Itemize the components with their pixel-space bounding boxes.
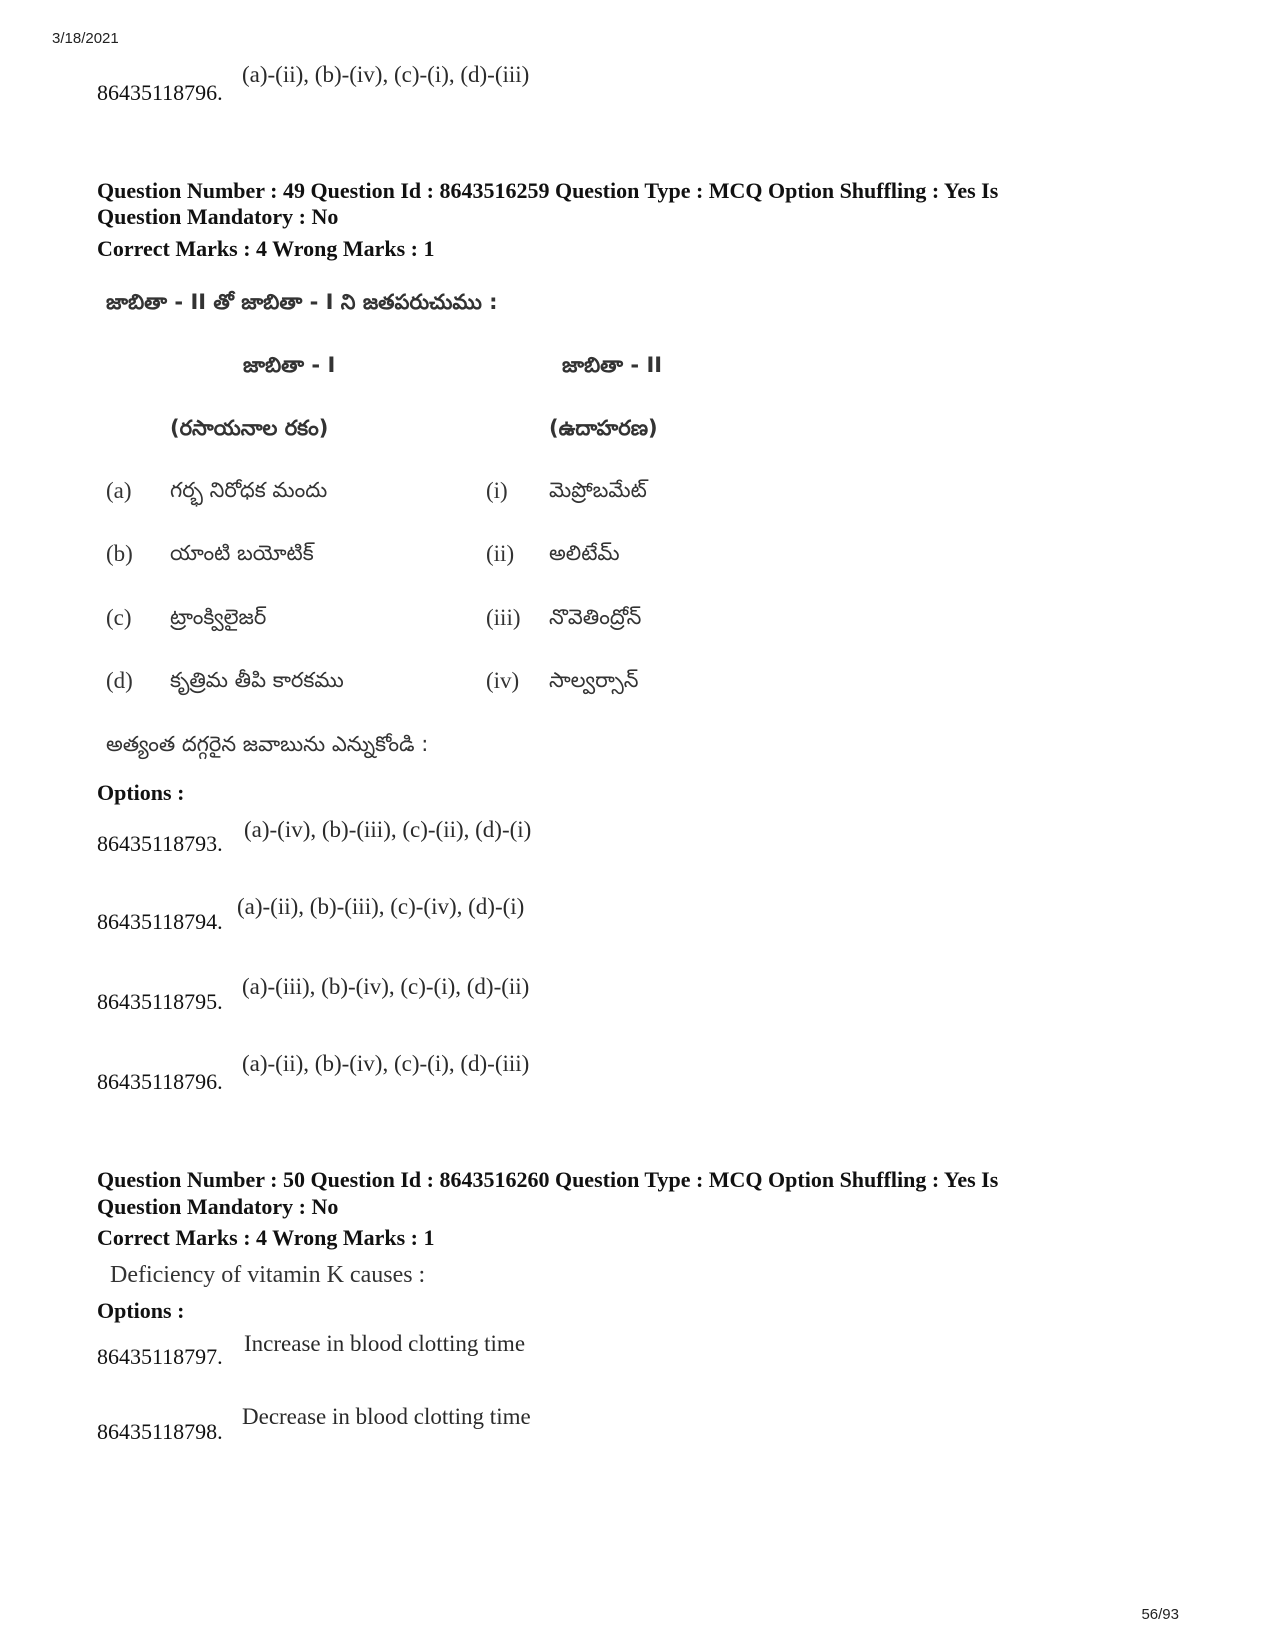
row-item: కృత్రిమ తీపి కారకము [170, 668, 344, 692]
question-meta-line2: Question Mandatory : No [97, 204, 339, 229]
option-id: 86435118797. [97, 1344, 223, 1369]
row-label: (i) [486, 478, 508, 503]
option-id: 86435118796. [97, 1069, 223, 1094]
question-marks: Correct Marks : 4 Wrong Marks : 1 [97, 236, 435, 261]
option-id: 86435118793. [97, 831, 223, 856]
option-text: Increase in blood clotting time [244, 1331, 526, 1356]
row-item: సాల్వర్సాన్ [549, 668, 639, 692]
row-label: (ii) [486, 541, 515, 566]
row-label: (c) [106, 605, 132, 630]
row-label: (iii) [486, 605, 521, 630]
option-id: 86435118794. [97, 909, 223, 934]
row-label: (iv) [486, 668, 520, 693]
page-number: 56/93 [1141, 1606, 1179, 1623]
question-meta-line1: Question Number : 50 Question Id : 8643516260 Question Type : MCQ Option Shuffling : Yes Is [97, 1167, 999, 1192]
row-item: మెప్రోబమేట్ [549, 478, 647, 502]
list-1-subtitle: (రసాయనాల రకం) [170, 416, 329, 440]
row-label: (a) [106, 478, 132, 503]
list-2-subtitle: (ఉదాహరణ) [549, 416, 658, 440]
list-2-title: జాబితా - II [562, 353, 663, 377]
option-id: 86435118798. [97, 1419, 223, 1444]
row-item: నొవెతింద్రోన్ [549, 605, 642, 629]
option-text: (a)-(ii), (b)-(iv), (c)-(i), (d)-(iii) [242, 1051, 530, 1076]
row-item: అలిటేమ్ [549, 541, 620, 565]
row-label: (d) [106, 668, 133, 693]
question-meta-line2: Question Mandatory : No [97, 1194, 339, 1219]
row-item: యాంటి బయోటిక్ [170, 541, 314, 565]
option-text: (a)-(iv), (b)-(iii), (c)-(ii), (d)-(i) [244, 817, 532, 842]
row-label: (b) [106, 541, 133, 566]
list-1-title: జాబితా - I [243, 353, 336, 377]
option-text: (a)-(ii), (b)-(iii), (c)-(iv), (d)-(i) [237, 894, 525, 919]
print-date: 3/18/2021 [52, 30, 119, 47]
row-item: ట్రాంక్విలైజర్ [170, 605, 267, 629]
row-item: గర్భ నిరోధక మందు [170, 478, 328, 502]
question-meta-line1: Question Number : 49 Question Id : 8643516259 Question Type : MCQ Option Shuffling : Yes Is [97, 178, 999, 203]
option-id: 86435118796. [97, 80, 223, 105]
options-label: Options : [97, 780, 185, 805]
question-stem: Deficiency of vitamin K causes : [110, 1262, 426, 1288]
question-marks: Correct Marks : 4 Wrong Marks : 1 [97, 1225, 435, 1250]
choose-instruction: అత్యంత దగ్గరైన జవాబును ఎన్నుకోండి : [106, 732, 429, 756]
option-text: (a)-(iii), (b)-(iv), (c)-(i), (d)-(ii) [242, 974, 530, 999]
option-id: 86435118795. [97, 989, 223, 1014]
question-stem: జాబితా - II తో జాబితా - I ని జతపరుచుము : [106, 290, 498, 314]
option-text: Decrease in blood clotting time [242, 1404, 531, 1429]
option-text: (a)-(ii), (b)-(iv), (c)-(i), (d)-(iii) [242, 62, 530, 87]
options-label: Options : [97, 1298, 185, 1323]
